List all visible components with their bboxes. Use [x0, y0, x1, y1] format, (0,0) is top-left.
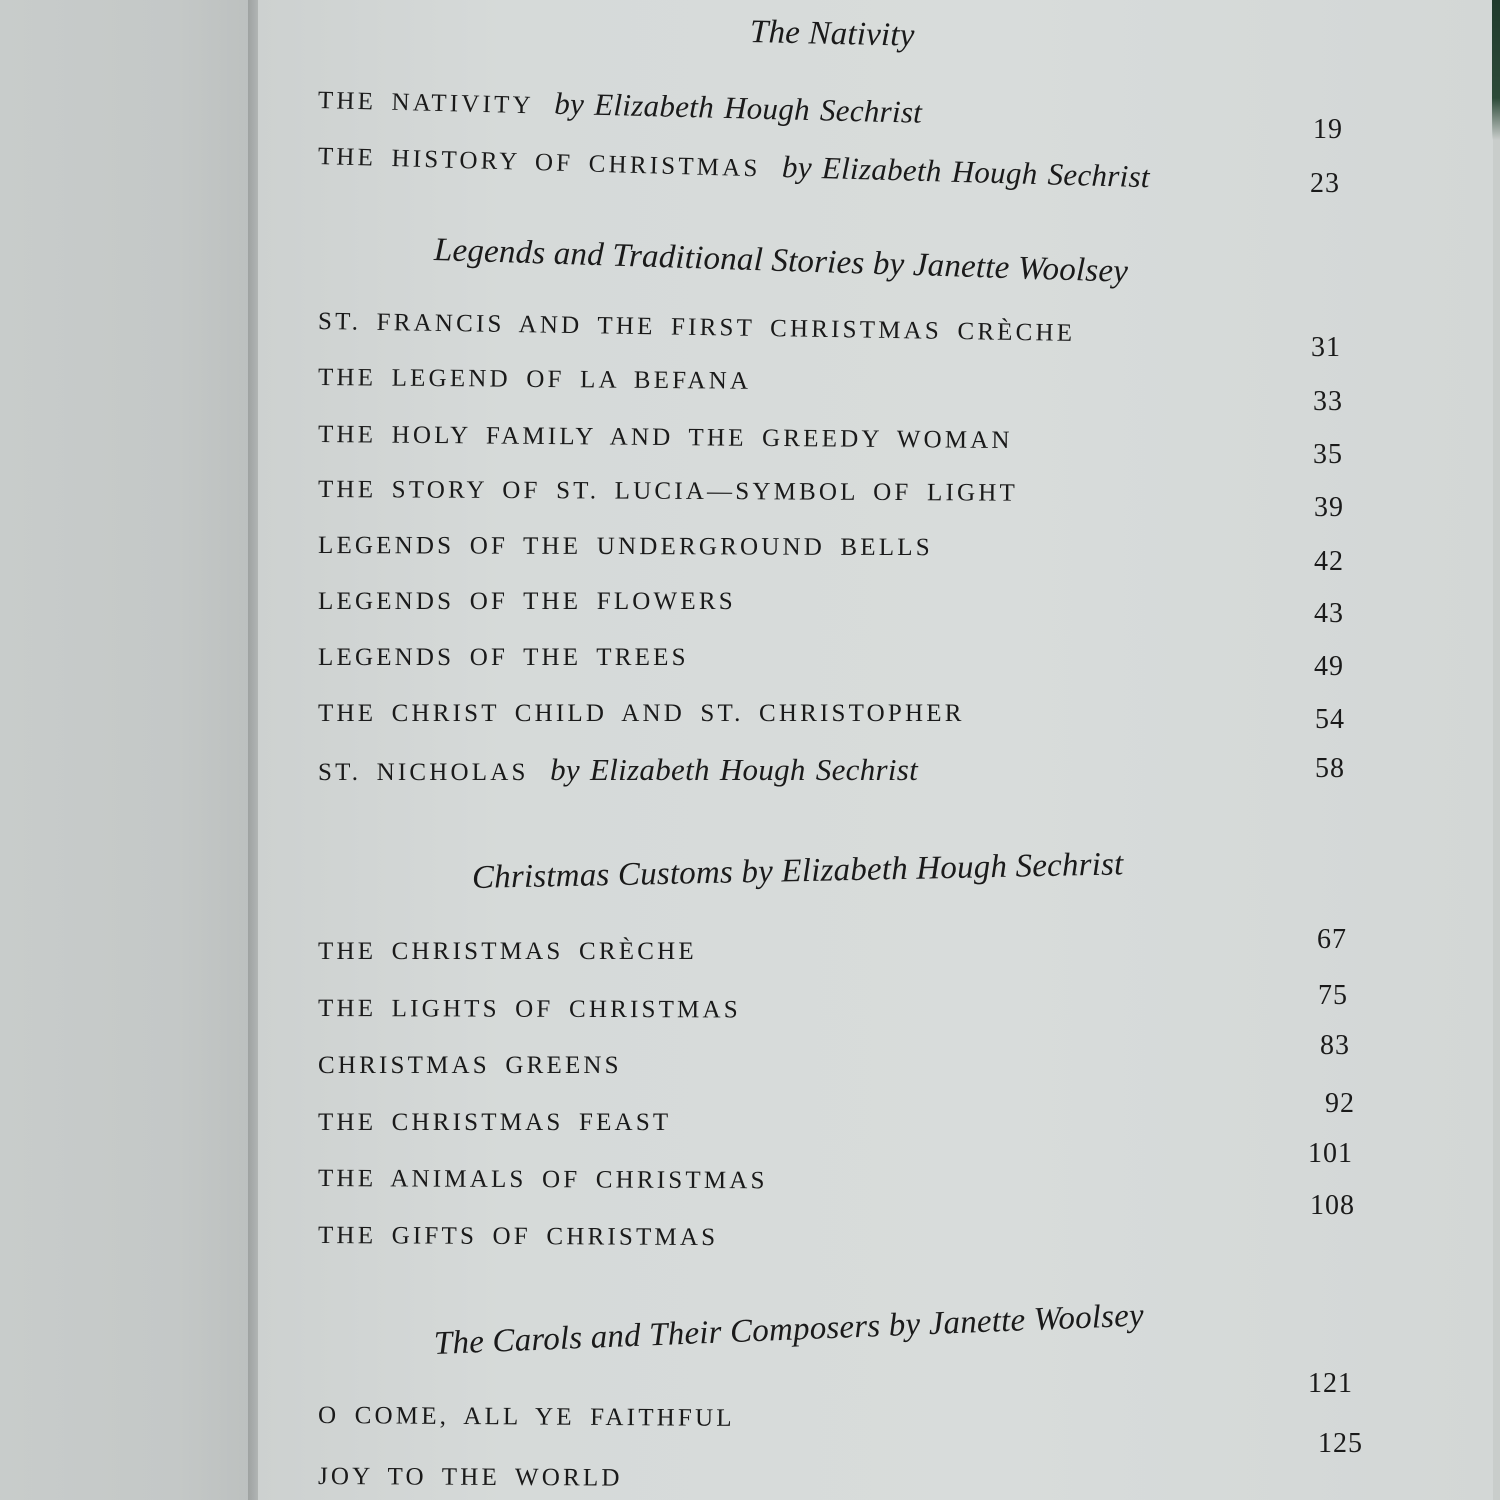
- entry-title: O COME, ALL YE FAITHFUL: [317, 1402, 735, 1432]
- page-number: 42: [1314, 546, 1344, 577]
- section-heading-legends: Legends and Traditional Stories by Janette Woolsey: [433, 232, 1129, 290]
- toc-entry: [318, 752, 918, 788]
- toc-entry: [317, 136, 1150, 195]
- entry-title: THE GIFTS OF CHRISTMAS: [317, 1222, 719, 1252]
- entry-byline: by Elizabeth Hough Sechrist: [550, 752, 919, 787]
- toc-entry: [318, 80, 923, 131]
- toc-entry: [318, 421, 1013, 455]
- toc-entry: [318, 1222, 718, 1252]
- page-number: 49: [1314, 651, 1344, 682]
- toc-entry: [318, 1402, 735, 1433]
- entry-title: JOY TO THE WORLD: [317, 1463, 623, 1492]
- toc-entry: [318, 308, 1076, 348]
- entry-title: LEGENDS OF THE UNDERGROUND BELLS: [317, 532, 933, 562]
- page-number: 19: [1313, 114, 1343, 145]
- entry-title: THE CHRISTMAS FEAST: [318, 1109, 672, 1136]
- section-heading-carols: The Carols and Their Composers by Janette Woolsey: [433, 1297, 1145, 1362]
- page-number: 101: [1308, 1138, 1353, 1169]
- page-number: 92: [1325, 1088, 1355, 1119]
- toc-entry: [318, 476, 1018, 508]
- entry-title: ST. FRANCIS AND THE FIRST CHRISTMAS CRÈCHE: [317, 308, 1076, 347]
- toc-entry: [318, 700, 965, 728]
- toc-entry: [318, 1052, 622, 1080]
- entry-title: THE CHRIST CHILD AND ST. CHRISTOPHER: [318, 700, 965, 727]
- entry-title: ST. NICHOLAS: [318, 759, 529, 786]
- page-number: 83: [1320, 1030, 1350, 1061]
- page-number: 23: [1310, 168, 1340, 199]
- toc-entry: [318, 1165, 768, 1195]
- toc-entry: [318, 364, 751, 396]
- toc-entry: [318, 1109, 671, 1137]
- page-number: 67: [1317, 924, 1347, 955]
- entry-title: THE STORY OF ST. LUCIA—SYMBOL OF LIGHT: [317, 476, 1019, 507]
- page-number: 43: [1314, 598, 1344, 629]
- entry-title: THE CHRISTMAS CRÈCHE: [318, 938, 697, 965]
- entry-title: CHRISTMAS GREENS: [318, 1052, 622, 1079]
- entry-byline: by Elizabeth Hough Sechrist: [553, 85, 923, 130]
- page-number: 121: [1308, 1368, 1353, 1399]
- entry-title: THE ANIMALS OF CHRISTMAS: [317, 1165, 768, 1195]
- page-number: 39: [1314, 492, 1344, 523]
- toc-entry: [318, 588, 736, 616]
- page-number: 125: [1318, 1428, 1363, 1459]
- toc-entry: [318, 995, 741, 1024]
- entry-title: THE NATIVITY: [317, 87, 534, 120]
- entry-byline: by Elizabeth Hough Sechrist: [781, 148, 1151, 195]
- toc-entry: [318, 1463, 623, 1493]
- page-number: 58: [1315, 753, 1345, 784]
- entry-title: THE LIGHTS OF CHRISTMAS: [317, 995, 741, 1024]
- toc-entry: [318, 644, 689, 672]
- section-heading-customs: Christmas Customs by Elizabeth Hough Sechrist: [471, 846, 1124, 896]
- entry-title: LEGENDS OF THE TREES: [318, 644, 689, 671]
- page-number: 75: [1318, 980, 1348, 1011]
- section-heading-nativity: The Nativity: [749, 14, 916, 54]
- page-number: 31: [1311, 332, 1341, 363]
- page-number: 33: [1313, 386, 1343, 417]
- page-number: 54: [1315, 704, 1345, 735]
- page-number: 35: [1313, 439, 1343, 470]
- entry-title: LEGENDS OF THE FLOWERS: [318, 588, 736, 615]
- toc-entry: [318, 938, 697, 966]
- page-number: 108: [1310, 1190, 1355, 1221]
- entry-title: THE LEGEND OF LA BEFANA: [317, 364, 752, 395]
- entry-title: THE HISTORY OF CHRISTMAS: [317, 143, 761, 183]
- toc-entry: [318, 532, 933, 562]
- entry-title: THE HOLY FAMILY AND THE GREEDY WOMAN: [317, 421, 1013, 455]
